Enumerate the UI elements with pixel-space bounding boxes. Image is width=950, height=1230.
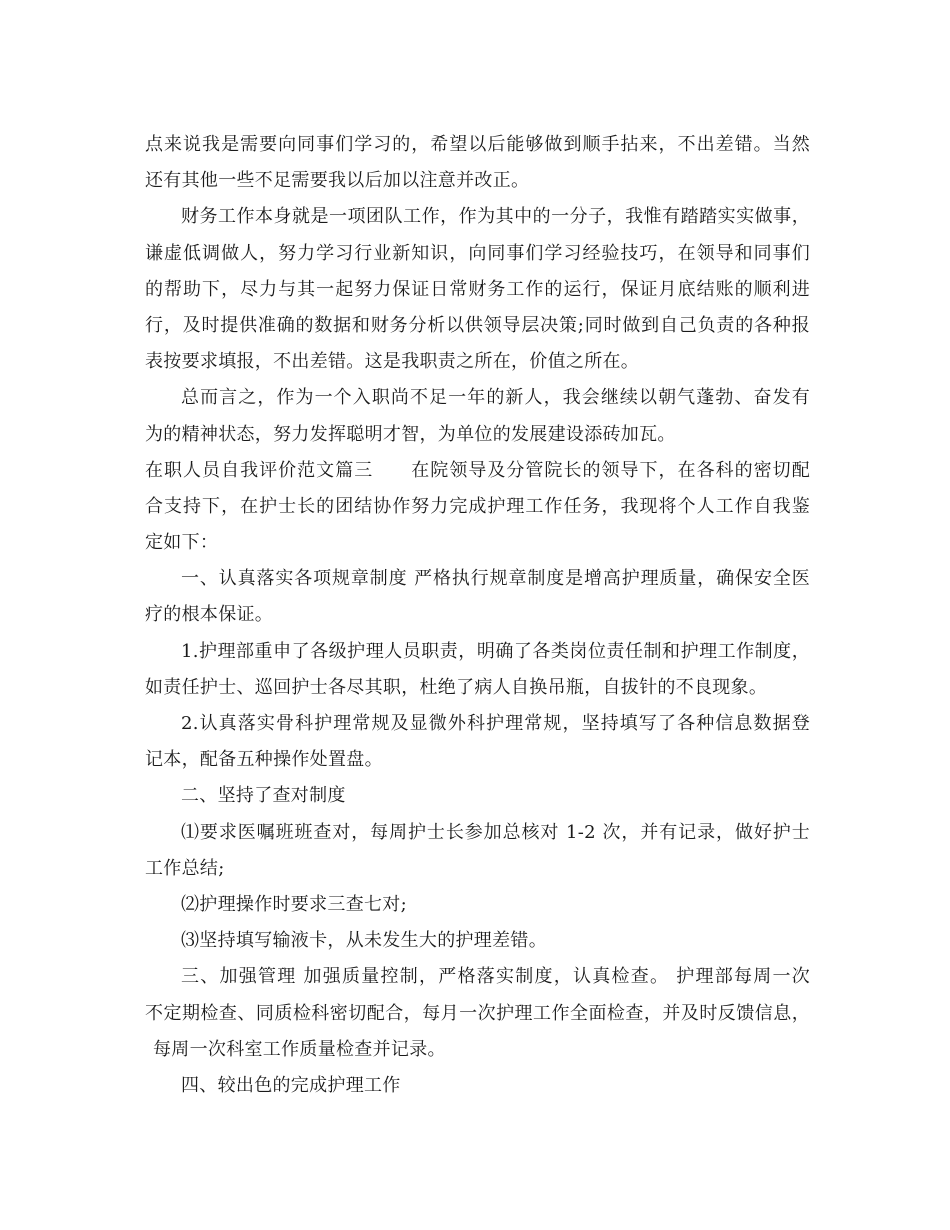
text-line: 2.认真落实骨科护理常规及显微外科护理常规，坚持填写了各种信息数据登 xyxy=(181,713,810,734)
text-line: 点来说我是需要向同事们学习的，希望以后能够做到顺手拈来，不出差错。当然 xyxy=(145,134,810,155)
text-line: 记本，配备五种操作处置盘。 xyxy=(145,749,383,771)
text-line: 还有其他一些不足需要我以后加以注意并改正。 xyxy=(145,170,530,192)
text-line: 1.护理部重申了各级护理人员职责，明确了各类岗位责任制和护理工作制度， xyxy=(181,640,810,662)
text-line: 四、较出色的完成护理工作 xyxy=(181,1074,401,1096)
text-line: ⑶坚持填写输液卡，从未发生大的护理差错。 xyxy=(181,930,547,952)
text-line: 合支持下，在护士长的团结协作努力完成护理工作任务，我现将个人工作自我鉴 xyxy=(145,495,810,517)
text-line: 谦虚低调做人，努力学习行业新知识，向同事们学习经验技巧，在领导和同事们 xyxy=(145,242,810,264)
text-line: 行，及时提供准确的数据和财务分析以供领导层决策;同时做到自己负责的各种报 xyxy=(145,314,810,336)
text-line: 为的精神状态，努力发挥聪明才智，为单位的发展建设添砖加瓦。 xyxy=(145,423,676,445)
text-line: 疗的根本保证。 xyxy=(145,604,274,626)
text-line: 表按要求填报，不出差错。这是我职责之所在，价值之所在。 xyxy=(145,351,640,373)
text-line: 在职人员自我评价范文篇三 在院领导及分管院长的领导下，在各科的密切配 xyxy=(145,459,810,481)
text-line: 三、加强管理 加强质量控制，严格落实制度，认真检查。 护理部每周一次 xyxy=(181,966,810,988)
text-line: 二、坚持了查对制度 xyxy=(181,785,346,807)
text-line: 一、认真落实各项规章制度 严格执行规章制度是增高护理质量，确保安全医 xyxy=(181,568,810,590)
text-line: 工作总结; xyxy=(145,857,225,879)
text-line: 不定期检查、同质检科密切配合，每月一次护理工作全面检查，并及时反馈信息， xyxy=(145,1002,810,1024)
text-line: ⑴要求医嘱班班查对，每周护士长参加总核对 1-2 次，并有记录，做好护士 xyxy=(181,821,810,843)
text-line: 财务工作本身就是一项团队工作，作为其中的一分子，我惟有踏踏实实做事， xyxy=(181,206,810,228)
text-line: 每周一次科室工作质量检查并记录。 xyxy=(153,1038,446,1060)
document-body xyxy=(145,130,810,1107)
text-line: ⑵护理操作时要求三查七对; xyxy=(181,893,407,915)
text-line: 如责任护士、巡回护士各尽其职，杜绝了病人自换吊瓶，自拔针的不良现象。 xyxy=(145,676,768,698)
text-line: 的帮助下，尽力与其一起努力保证日常财务工作的运行，保证月底结账的顺利进 xyxy=(145,278,810,300)
text-line: 定如下： xyxy=(145,532,219,554)
text-line: 总而言之，作为一个入职尚不足一年的新人，我会继续以朝气蓬勃、奋发有 xyxy=(181,387,810,409)
